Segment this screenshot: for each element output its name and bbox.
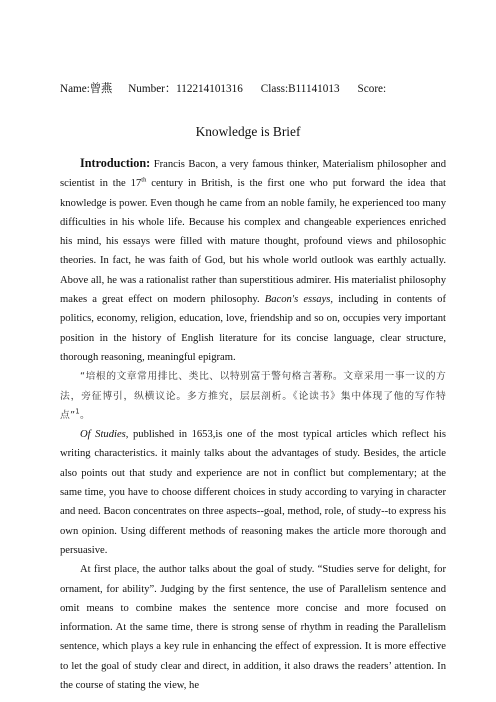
of-studies-title: Of Studies, [80, 429, 129, 441]
class-value: B11141013 [288, 83, 340, 95]
footnote-marker: 1 [75, 407, 80, 416]
number-label: Number： [128, 83, 177, 95]
chinese-quote-paragraph [60, 367, 446, 425]
name-label: Name: [60, 83, 90, 95]
of-studies-text: published in 1653,is one of the most typical articles which reflect his writing characteristics. it mainly talks about the advantages of study. Besides, the article also points out that study and experience are not in conflict but complementary; at the same time, you have to choose different choices in study according to varying in character and need. Bacon concentrates on three aspects--goal, method, role, of study--to express his own opinion. Using different methods of reasoning makes the article more thorough and persuasive. [60, 429, 446, 556]
intro-text-2: century in British, is the first one who put forward the idea that knowledge is power. Even though he came from an noble family, he experienced too many difficulties in his whole life. Because his complex and changeable experiences enriched his mind, his essays were filled with mature thought, profound views and philosophic theories. In fact, he was faith of God, but his whole world outlook was earthly actually. Above all, he was a rationalist rather than superstitious admirer. His materialist philosophy makes a great effect on modern philosophy. [60, 178, 446, 306]
chinese-quote-end: 。 [79, 409, 90, 421]
first-place-paragraph: At first place, the author talks about the goal of study. “Studies serve for delight, for ornament, for ability”. Judging by the first sentence, the use of Parallelism sentence and omit means to combine makes the sentence more concise and more focused on information. At the same time, there is strong sense of rhythm in reading the Parallelism sentence, which plays a key rule in enhancing the effect of expression. It is more effective to let the goal of study clear and direct, in addition, it also draws the readers’ attention. In the course of stating the view, he [60, 564, 446, 692]
intro-text-3: including in contents of politics, economy, religion, education, love, friendship and so on, occupies very important position in the history of English literature for its concise language, clear structure, thorough reasoning, meaningful epigram. [60, 294, 446, 363]
intro-superscript: th [141, 176, 147, 184]
name-value: 曾燕 [89, 83, 113, 95]
intro-paragraph [60, 154, 446, 367]
intro-label: Introduction: [80, 156, 151, 170]
score-label: Score: [357, 83, 387, 95]
essay-body [60, 154, 446, 695]
chinese-quote-text: “培根的文章常用排比、类比、以特别富于警句格言著称。文章采用一事一议的方法，旁征博引，纵横议论。多方推究，层层剖析。《论读书》集中体现了他的写作特点” [60, 371, 446, 421]
number-value: 112214101316 [176, 83, 243, 95]
intro-text-1: Francis Bacon, a very famous thinker, Materialism philosopher and scientist in the 17 [60, 159, 446, 190]
class-label: Class: [260, 83, 289, 95]
essay-title: Knowledge is Brief [195, 124, 301, 139]
intro-italic-title: Bacon's essays, [264, 294, 334, 306]
of-studies-paragraph [60, 425, 446, 560]
student-info-line [60, 80, 386, 96]
